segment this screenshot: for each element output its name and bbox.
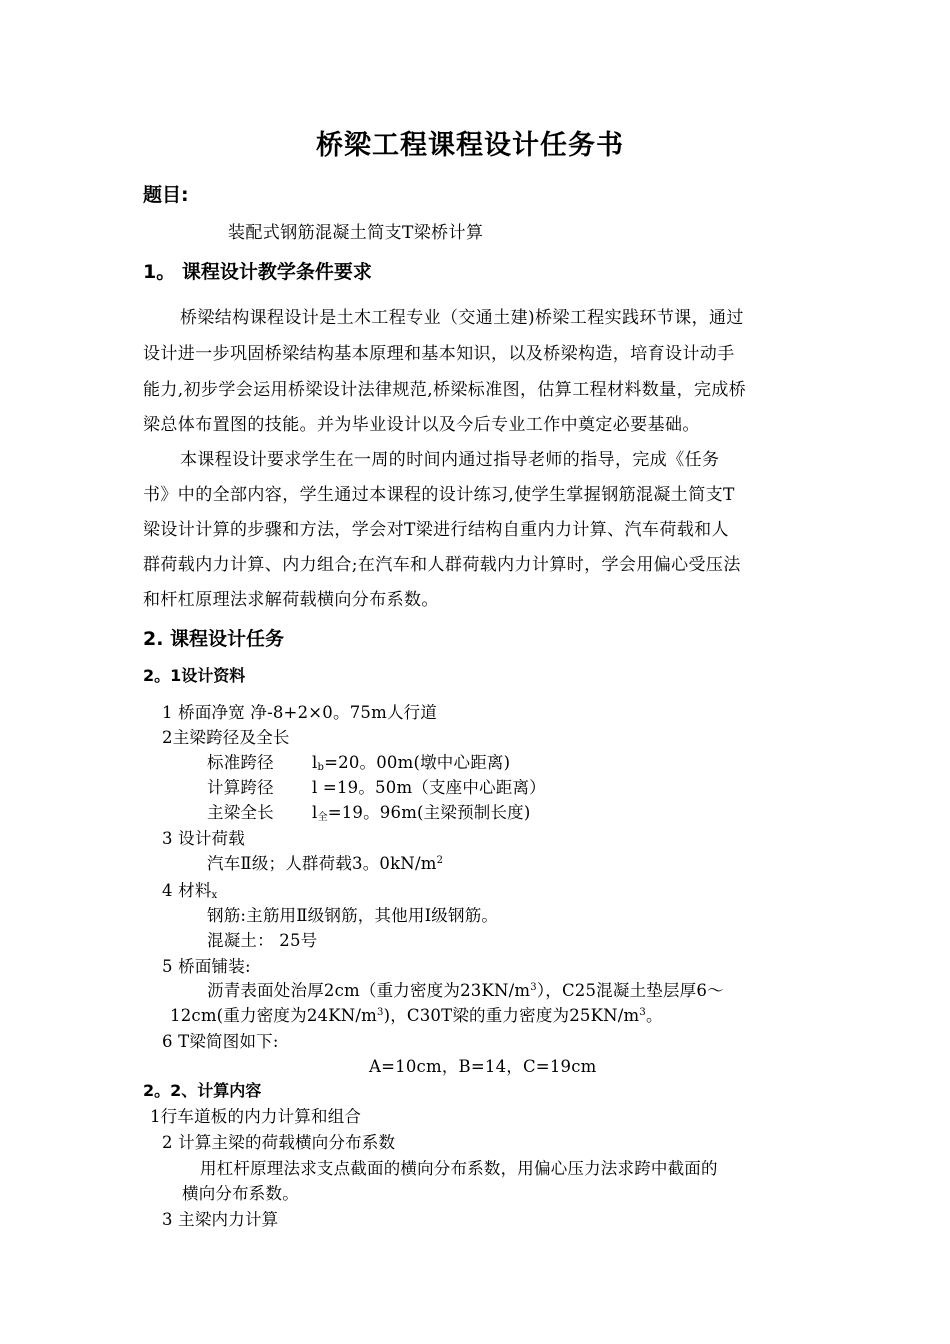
topic-text: 装配式钢筋混凝土简支T梁桥计算	[228, 223, 484, 243]
calc-item-2-desc-line-2: 横向分布系数。	[182, 1184, 299, 1203]
paragraph-2-line: 书》中的全部内容，学生通过本课程的设计练习,使学生掌握钢筋混凝土简支T	[143, 485, 735, 505]
calc-item-2-desc-line-1: 用杠杆原理法求支点截面的横向分布系数，用偏心压力法求跨中截面的	[200, 1159, 718, 1178]
standard-span-value: $l_b=20$。00m(墩中心距离)	[312, 753, 511, 773]
material-steel: 钢筋:主筋用Ⅱ级钢筋，其他用Ⅰ级钢筋。	[207, 906, 499, 925]
deck-pavement-line-1: 沥青表面处治厚2cm（重力密度为$23KN/m^3$），C25混凝土垫层厚6～	[207, 981, 724, 1000]
calc-item-3: 3 主梁内力计算	[162, 1210, 279, 1229]
section-2-1-heading: 2。1设计资料	[143, 666, 246, 685]
beam-length-label: 主梁全长	[207, 803, 274, 822]
design-load-value: 汽车Ⅱ级；人群荷载3。$0kN/m^2$	[207, 854, 444, 873]
section-2-heading: 2. 课程设计任务	[143, 628, 285, 650]
section-1-heading: 1。 课程设计教学条件要求	[143, 261, 372, 283]
topic-label: 题目:	[143, 184, 189, 206]
document-title: 桥梁工程课程设计任务书	[316, 130, 624, 161]
paragraph-1-line: 桥梁结构课程设计是土木工程专业（交通土建)桥梁工程实践环节课，通过	[180, 308, 744, 328]
item-bridge-width: 1 桥面净宽 净-8+2×0。75m人行道	[162, 703, 438, 722]
material-concrete: 混凝土： 25号	[207, 931, 318, 950]
deck-pavement-line-2: 12cm(重力密度为$24KN/m^3$)，C30T梁的重力密度为$25KN/m^3$。	[170, 1006, 663, 1025]
paragraph-2-line: 群荷载内力计算、内力组合;在汽车和人群荷载内力计算时，学会用偏心受压法	[143, 555, 741, 575]
calc-span-label: 计算跨径	[207, 778, 274, 797]
calc-span-value: l =19。50m（支座中心距离）	[312, 778, 546, 797]
paragraph-2-line: 和杆杠原理法求解荷载横向分布系数。	[143, 590, 439, 610]
calc-item-2: 2 计算主梁的荷载横向分布系数	[162, 1133, 396, 1152]
section-2-2-heading: 2。2、计算内容	[143, 1081, 262, 1100]
item-deck-pavement: 5 桥面铺装:	[162, 957, 251, 976]
item-materials: 4 材料$_x$	[162, 881, 218, 901]
standard-span-label: 标准跨径	[207, 753, 274, 772]
t-beam-dimensions: A=10cm，B=14，C=19cm	[369, 1057, 597, 1076]
item-t-beam-diagram: 6 T梁简图如下:	[162, 1032, 279, 1051]
paragraph-1-line: 设计进一步巩固桥梁结构基本原理和基本知识，以及桥梁构造，培育设计动手	[143, 344, 735, 364]
paragraph-2-line: 本课程设计要求学生在一周的时间内通过指导老师的指导，完成《任务	[180, 450, 720, 470]
paragraph-1-line: 能力,初步学会运用桥梁设计法律规范,桥梁标准图，估算工程材料数量，完成桥	[143, 380, 747, 400]
calc-item-1: 1行车道板的内力计算和组合	[150, 1107, 362, 1126]
paragraph-1-line: 梁总体布置图的技能。并为毕业设计以及今后专业工作中奠定必要基础。	[143, 415, 700, 435]
item-design-load: 3 设计荷载	[162, 829, 245, 848]
paragraph-2-line: 梁设计计算的步骤和方法，学会对T梁进行结构自重内力计算、汽车荷载和人	[143, 520, 729, 540]
item-span-length: 2主梁跨径及全长	[162, 728, 290, 747]
beam-length-value: $l_全=19$。96m(主梁预制长度)	[312, 803, 531, 823]
